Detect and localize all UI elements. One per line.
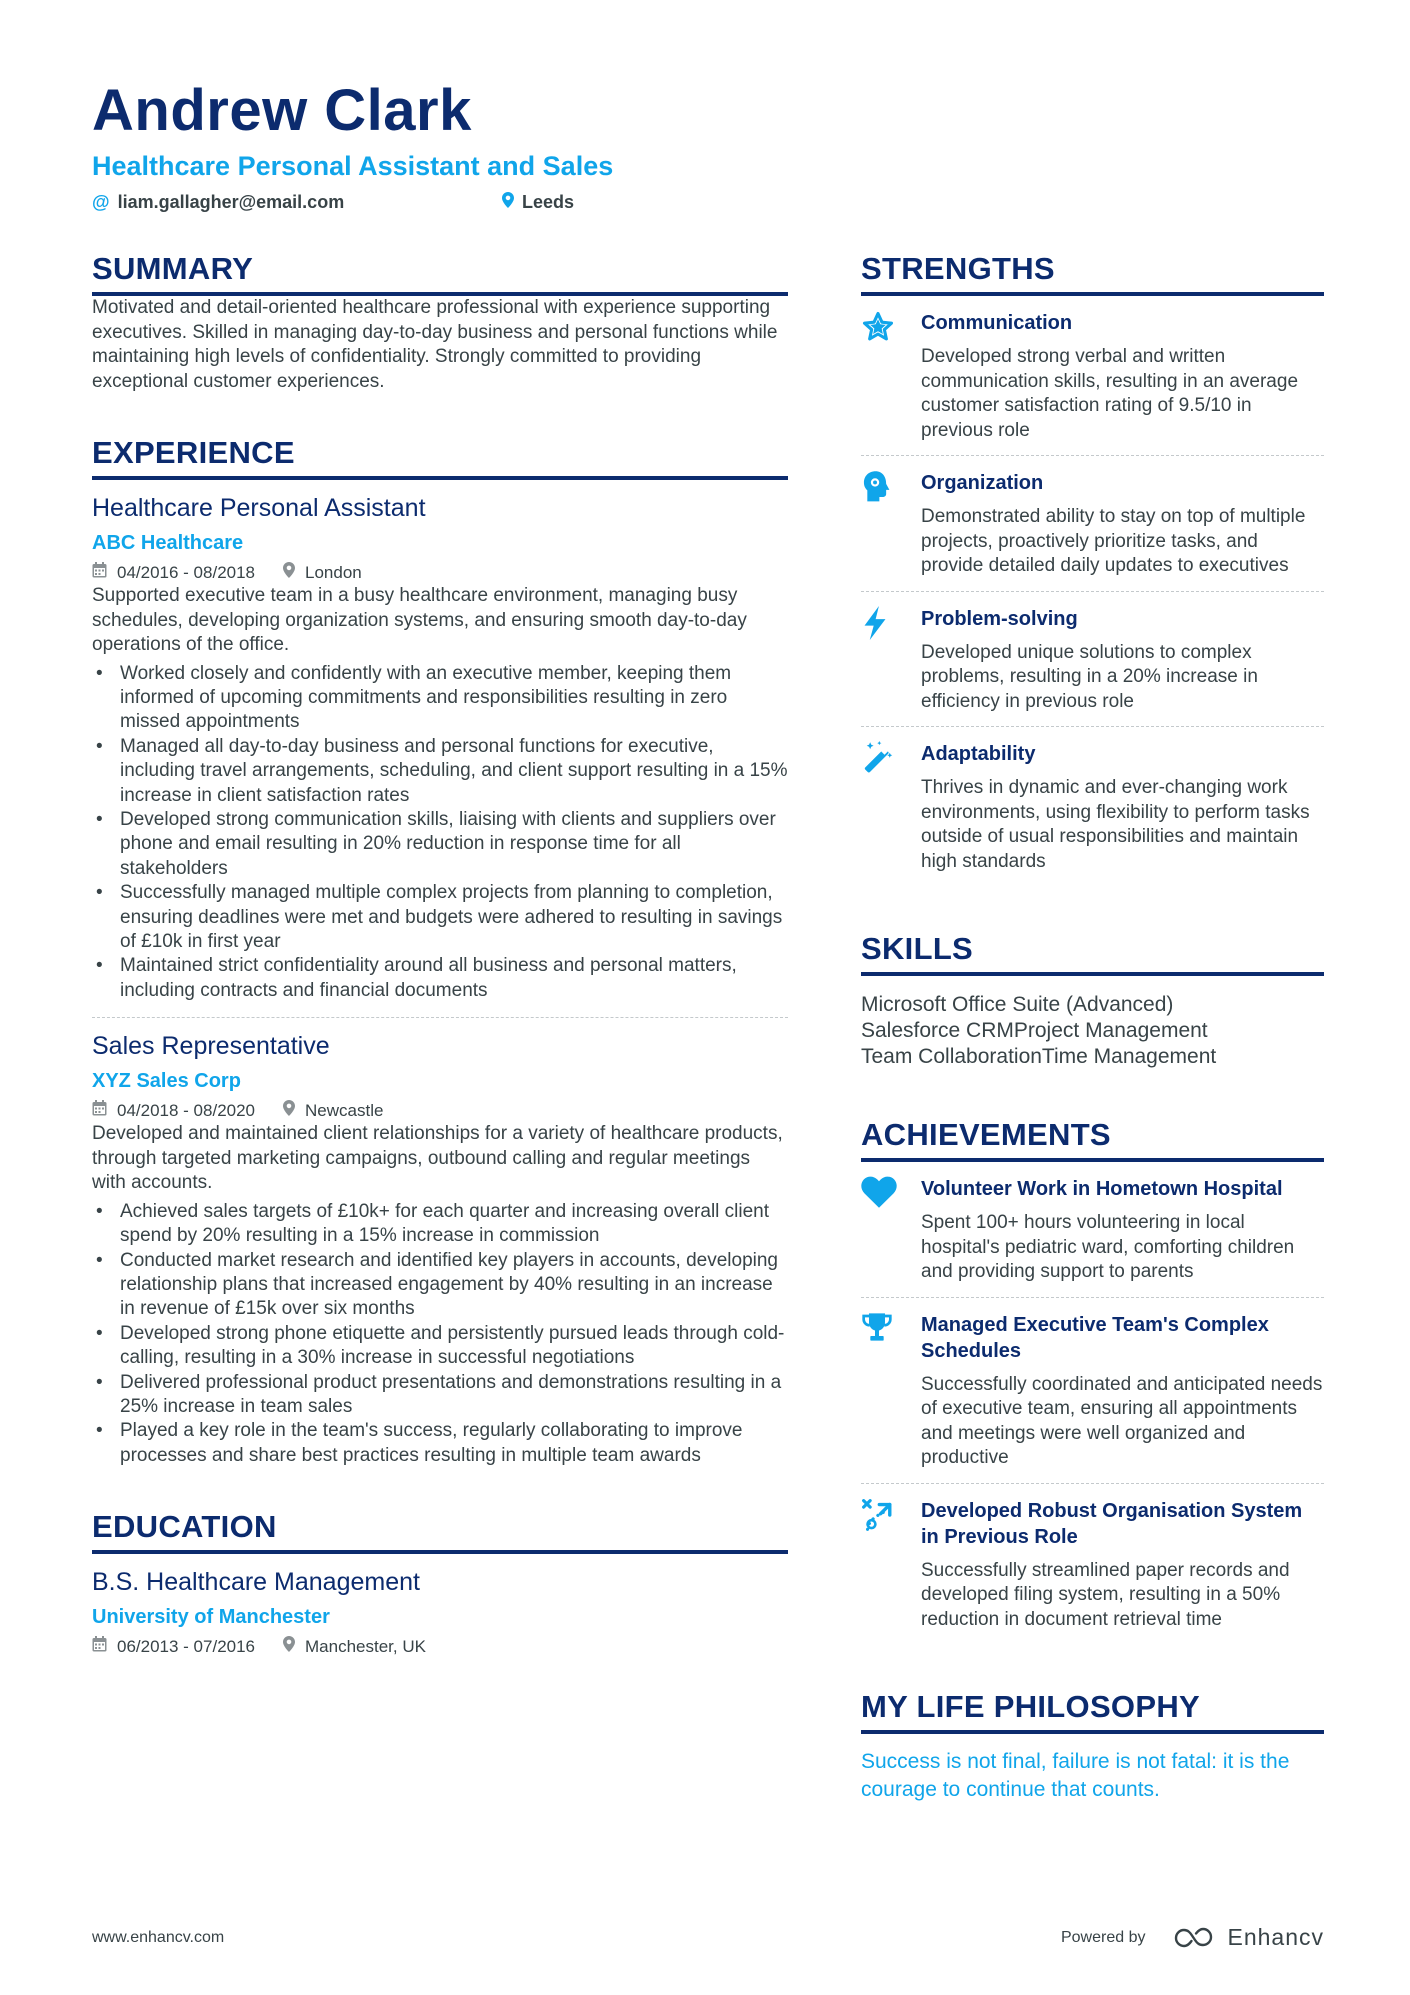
candidate-title: Healthcare Personal Assistant and Sales <box>92 151 614 181</box>
achievement-item <box>861 1484 1324 1645</box>
job-bullets <box>92 662 788 1004</box>
enhancv-brand-text: Enhancv <box>1227 1924 1324 1950</box>
job-dates: 04/2018 - 08/2020 <box>117 1101 256 1121</box>
strategy-icon <box>861 1498 921 1633</box>
strength-title: Organization <box>921 472 1044 494</box>
philosophy-section <box>861 1688 1324 1804</box>
location-pin-icon <box>502 192 514 213</box>
job-entry <box>92 1030 788 1468</box>
list-item: • Developed strong phone etiquette and persistently pursued leads through cold-calling, resulting in a 30% increase in successful negotiations <box>92 1322 788 1371</box>
job-meta <box>92 562 788 584</box>
email-text: liam.gallagher@email.com <box>117 192 345 212</box>
at-sign-icon: @ <box>92 192 110 212</box>
experience-heading: EXPERIENCE <box>92 434 788 480</box>
job-divider <box>92 1017 788 1018</box>
calendar-icon <box>92 562 107 584</box>
candidate-name: Andrew Clark <box>92 78 472 143</box>
resume-columns <box>92 250 1324 1844</box>
strength-description: Demonstrated ability to stay on top of multiple projects, proactively prioritize tasks, and provide detailed daily updates to executives <box>921 506 1306 576</box>
job-bullets <box>92 1200 788 1468</box>
job-title: Sales Representative <box>92 1032 330 1061</box>
achievement-description: Spent 100+ hours volunteering in local hospital's pediatric ward, comforting children and providing support to parents <box>921 1212 1295 1282</box>
skill-line: Team CollaborationTime Management <box>861 1045 1217 1068</box>
list-item: • Conducted market research and identified key players in accounts, developing relationship plans that increased engagement by 40% resulting in an increase in revenue of £15k over six months <box>92 1249 788 1322</box>
list-item: • Delivered professional product presentations and demonstrations resulting in a 25% increase in team sales <box>92 1371 788 1420</box>
strength-title: Communication <box>921 312 1073 334</box>
right-column <box>861 250 1324 1844</box>
education-heading: EDUCATION <box>92 1508 788 1554</box>
achievement-description: Successfully coordinated and anticipated needs of executive team, ensuring all appointments and meetings were well organized and productive <box>921 1373 1323 1468</box>
school-name: University of Manchester <box>92 1606 330 1629</box>
philosophy-quote: Success is not final, failure is not fatal: it is the courage to continue that counts. <box>861 1750 1290 1801</box>
magic-wand-icon <box>861 741 921 874</box>
list-item: • Achieved sales targets of £10k+ for each quarter and increasing overall client spend by 20% resulting in a 15% increase in commission <box>92 1200 788 1249</box>
bolt-icon <box>861 606 921 715</box>
skills-heading: SKILLS <box>861 930 1324 976</box>
calendar-icon <box>92 1636 107 1658</box>
head-icon <box>861 470 921 579</box>
contact-email[interactable] <box>92 192 502 213</box>
footer-website-link[interactable]: www.enhancv.com <box>92 1928 225 1946</box>
skills-section <box>861 930 1324 1070</box>
location-pin-icon <box>283 1100 295 1122</box>
skill-line: Microsoft Office Suite (Advanced) <box>861 993 1174 1016</box>
list-item: • Successfully managed multiple complex projects from planning to completion, ensuring deadlines were met and budgets were adhered to resulting in savings of £10k in first year <box>92 881 788 954</box>
job-description: Supported executive team in a busy healthcare environment, managing busy schedules, developing organization systems, and ensuring smooth day-to-day operations of the office. <box>92 585 747 655</box>
powered-by-label: Powered by <box>1060 1928 1146 1946</box>
strengths-section <box>861 250 1324 886</box>
job-location: London <box>305 563 362 582</box>
skill-line: Salesforce CRMProject Management <box>861 1019 1208 1042</box>
achievements-heading: ACHIEVEMENTS <box>861 1116 1324 1162</box>
list-item: • Worked closely and confidently with an executive member, keeping them informed of upcoming commitments and responsibilities resulting in zero missed appointments <box>92 662 788 735</box>
job-description: Developed and maintained client relationships for a variety of healthcare products, through targeted marketing campaigns, outbound calling and regular meetings with accounts. <box>92 1123 783 1194</box>
star-icon <box>861 310 921 443</box>
achievement-item <box>861 1298 1324 1484</box>
summary-text: Motivated and detail-oriented healthcare professional with experience supporting executives. Skilled in managing day-to-day business and personal functions while maintaining high levels of confidentiality. Strongly committed to providing exceptional customer experiences. <box>92 297 778 392</box>
location-text: Leeds <box>522 192 575 212</box>
strength-description: Thrives in dynamic and ever-changing work environments, using flexibility to perform tasks outside of usual responsibilities and maintain high standards <box>921 777 1310 872</box>
contact-location <box>502 192 574 213</box>
achievements-section <box>861 1116 1324 1644</box>
contact-row <box>92 192 1324 213</box>
company-name: ABC Healthcare <box>92 532 244 554</box>
achievement-title: Volunteer Work in Hometown Hospital <box>921 1178 1283 1200</box>
job-meta <box>92 1100 788 1122</box>
enhancv-logo[interactable] <box>1173 1924 1324 1951</box>
education-dates: 06/2013 - 07/2016 <box>117 1637 256 1657</box>
achievement-item <box>861 1162 1324 1298</box>
skills-list <box>861 992 1324 1070</box>
strength-title: Adaptability <box>921 743 1036 765</box>
page-footer <box>92 1924 1324 1951</box>
resume-header <box>92 78 1324 213</box>
strength-item <box>861 592 1324 728</box>
strength-description: Developed unique solutions to complex problems, resulting in a 20% increase in efficiency in previous role <box>921 641 1258 712</box>
experience-section <box>92 434 788 1468</box>
strength-item <box>861 727 1324 886</box>
education-meta <box>92 1636 788 1658</box>
enhancv-logo-icon <box>1173 1927 1217 1949</box>
list-item: • Managed all day-to-day business and personal functions for executive, including travel arrangements, scheduling, and client support resulting in a 15% increase in client satisfaction rates <box>92 735 788 808</box>
list-item: • Maintained strict confidentiality around all business and personal matters, including contracts and financial documents <box>92 954 788 1003</box>
strength-item <box>861 456 1324 592</box>
education-location: Manchester, UK <box>305 1637 426 1657</box>
left-column <box>92 250 788 1844</box>
job-entry <box>92 492 788 1018</box>
education-entry <box>92 1566 788 1658</box>
achievement-description: Successfully streamlined paper records and developed filing system, resulting in a 50% reduction in document retrieval time <box>921 1559 1290 1630</box>
achievement-title: Developed Robust Organisation System in Previous Role <box>921 1499 1303 1548</box>
list-item: • Played a key role in the team's success, regularly collaborating to improve processes and share best practices resulting in multiple team awards <box>92 1419 788 1468</box>
list-item: • Developed strong communication skills, liaising with clients and suppliers over phone and email resulting in 20% reduction in response time for all stakeholders <box>92 808 788 881</box>
job-dates: 04/2016 - 08/2018 <box>117 563 256 582</box>
education-section <box>92 1508 788 1658</box>
heart-icon <box>861 1176 921 1285</box>
strengths-heading: STRENGTHS <box>861 250 1324 296</box>
summary-heading: SUMMARY <box>92 250 788 296</box>
summary-section <box>92 250 788 394</box>
location-pin-icon <box>283 1636 295 1658</box>
company-name: XYZ Sales Corp <box>92 1070 241 1093</box>
job-location: Newcastle <box>305 1101 384 1121</box>
calendar-icon <box>92 1100 107 1122</box>
strength-item <box>861 296 1324 456</box>
strength-title: Problem-solving <box>921 607 1078 630</box>
degree-title: B.S. Healthcare Management <box>92 1568 420 1597</box>
location-pin-icon <box>283 562 295 584</box>
trophy-icon <box>861 1312 921 1471</box>
strength-description: Developed strong verbal and written communication skills, resulting in an average customer satisfaction rating of 9.5/10 in previous role <box>921 346 1299 441</box>
job-title: Healthcare Personal Assistant <box>92 494 426 522</box>
philosophy-heading: MY LIFE PHILOSOPHY <box>861 1688 1324 1734</box>
achievement-title: Managed Executive Team's Complex Schedules <box>921 1313 1269 1362</box>
